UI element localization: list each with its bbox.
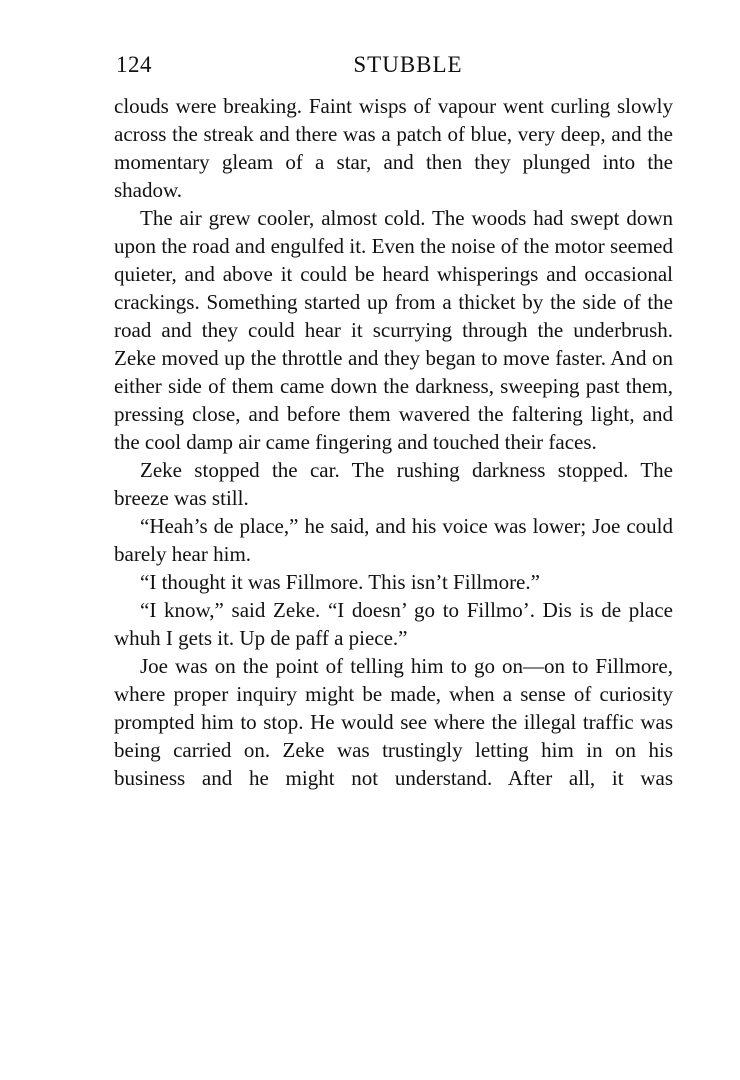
running-head: STUBBLE: [353, 52, 463, 77]
paragraph-2: The air grew cooler, almost cold. The woods had swept down upon the road and engulfed it. Even the noise of the motor seemed quieter, and above it could be heard whisperings and occasional crackings. Something started up from a thicket by the side of the road and they could hear it scurrying through the underbrush. Zeke moved up the throttle and they began to move faster. And on either side of them came down the darkness, sweeping past them, pressing close, and before them wavered the faltering light, and the cool damp air came fingering and touched their faces.: [114, 206, 673, 454]
paragraph-1: clouds were breaking. Faint wisps of vapour went curling slowly across the streak and there was a patch of blue, very deep, and the momentary gleam of a star, and then they plunged into the shadow.: [114, 94, 673, 202]
paragraph-6: “I know,” said Zeke. “I doesn’ go to Fillmo’. Dis is de place whuh I gets it. Up de paff a piece.”: [114, 598, 673, 650]
paragraph-4: “Heah’s de place,” he said, and his voice was lower; Joe could barely hear him.: [114, 514, 673, 566]
paragraph-3: Zeke stopped the car. The rushing darkness stopped. The breeze was still.: [114, 458, 673, 510]
body-text: [114, 92, 673, 792]
paragraph-7: Joe was on the point of telling him to go on—on to Fillmore, where proper inquiry might be made, when a sense of curiosity prompted him to stop. He would see where the illegal traffic was being carried on. Zeke was trustingly letting him in on his business and he might not understand. After all, it was: [114, 654, 673, 790]
paragraph-5: “I thought it was Fillmore. This isn’t Fillmore.”: [140, 570, 540, 594]
page-header: [116, 50, 672, 80]
page-number: 124: [116, 52, 152, 77]
